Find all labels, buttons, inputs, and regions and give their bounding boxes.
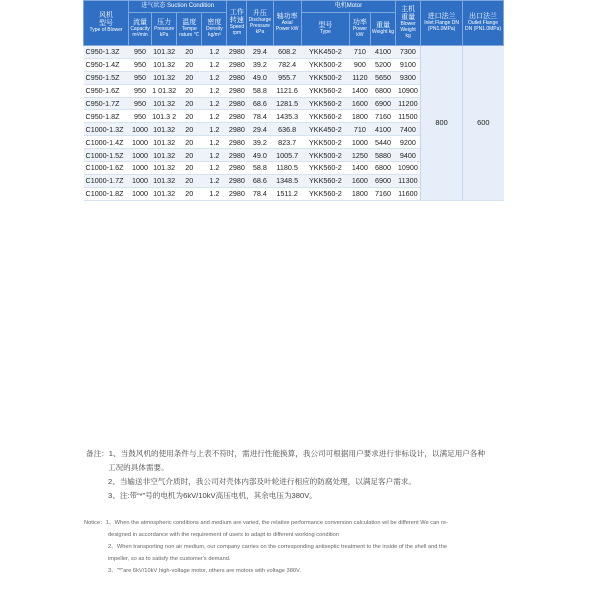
cell-motor-type: YKK560-2	[301, 162, 349, 175]
cell-motor-power: 1400	[349, 162, 370, 175]
header-pressure: 压力 Pressure kPa	[152, 13, 177, 46]
cell-motor-power: 710	[349, 123, 370, 136]
notes-chinese	[86, 447, 516, 503]
cell-shaft: 823.7	[273, 136, 301, 149]
cell-main-weight: 7300	[396, 46, 421, 59]
cell-model: C1000-1.5Z	[84, 149, 129, 162]
cell-main-weight: 9300	[396, 71, 421, 84]
cell-motor-weight: 5440	[370, 136, 395, 149]
cell-temp: 20	[177, 136, 202, 149]
cell-temp: 20	[177, 187, 202, 200]
header-motor-type: 型号 Type	[301, 13, 349, 46]
header-motor-power: 功率 Power kW	[349, 13, 370, 46]
cell-shaft: 782.4	[273, 58, 301, 71]
cell-motor-type: YKK450-2	[301, 123, 349, 136]
cell-temp: 20	[177, 46, 202, 59]
cell-inlet-flange: 800	[421, 46, 463, 201]
header-motor: 电机Motor	[301, 1, 395, 13]
cell-motor-weight: 6800	[370, 162, 395, 175]
cell-rise: 49.0	[247, 149, 273, 162]
cell-flow: 1000	[129, 136, 152, 149]
cell-motor-weight: 5650	[370, 71, 395, 84]
header-suction: 进气状态 Suction Condition	[129, 1, 227, 13]
cell-pressure: 1 01.32	[152, 86, 177, 96]
header-flow: 流量 Capacity m³/min	[129, 13, 152, 46]
cell-main-weight: 11500	[396, 110, 421, 123]
note-cn-3: 3、注:带“*”号的电机为6kV/10kV高压电机，其余电压为380V。	[108, 491, 317, 500]
cell-density: 1.2	[202, 149, 227, 162]
cell-motor-type: YKK500-2	[301, 58, 349, 71]
cell-main-weight: 11200	[396, 97, 421, 110]
cell-motor-type: YKK560-2	[301, 84, 349, 97]
cell-motor-power: 900	[349, 58, 370, 71]
cell-main-weight: 11600	[396, 187, 421, 200]
note-cn-1: 备注：1、当鼓风机的使用条件与上表不符时，需进行性能换算，我公司可根据用户要求进行非标设计，以满足用户各种	[86, 449, 486, 458]
table-row	[84, 46, 504, 59]
cell-temp: 20	[177, 71, 202, 84]
cell-motor-power: 1800	[349, 110, 370, 123]
cell-main-weight: 11300	[396, 174, 421, 187]
cell-speed: 2980	[228, 60, 245, 70]
cell-model: C950-1.4Z	[84, 58, 129, 71]
cell-model: C950-1.7Z	[84, 97, 129, 110]
cell-pressure: 101.32	[153, 189, 176, 199]
cell-model: C1000-1.8Z	[84, 187, 129, 200]
cell-pressure: 101.32	[153, 47, 176, 57]
cell-rise: 78.4	[247, 187, 273, 200]
cell-speed: 2980	[228, 189, 245, 199]
cell-rise: 68.6	[247, 97, 273, 110]
cell-motor-type: YKK500-2	[301, 136, 349, 149]
header-rise: 升压 Discharge Pressure kPa	[247, 1, 273, 46]
cell-motor-type: YKK560-2	[301, 110, 349, 123]
notes-english	[84, 517, 518, 577]
cell-motor-power: 1000	[349, 136, 370, 149]
cell-temp: 20	[177, 58, 202, 71]
cell-rise: 39.2	[247, 58, 273, 71]
cell-flow: 950	[129, 84, 152, 97]
cell-motor-power: 1250	[349, 149, 370, 162]
cell-temp: 20	[177, 174, 202, 187]
cell-flow: 950	[129, 71, 152, 84]
header-main-weight: 主机 重量 Blower Weight kg	[396, 1, 421, 46]
note-en-1: Notice：1、When the atmospheric conditions and medium are varied, the relative performance conversion calculation wil be different We can re-	[84, 520, 448, 526]
cell-main-weight: 10900	[396, 162, 421, 175]
cell-rise: 58.8	[247, 84, 273, 97]
cell-pressure: 101.32	[153, 73, 176, 83]
cell-motor-weight: 4100	[370, 123, 395, 136]
cell-motor-power: 1800	[349, 187, 370, 200]
cell-speed: 2980	[228, 47, 245, 57]
cell-pressure: 101.32	[153, 163, 176, 173]
cell-density: 1.2	[202, 71, 227, 84]
note-en-1-cont: designed in accordance with the requirement of users to adapt to different working condition	[108, 532, 340, 538]
cell-shaft: 608.2	[273, 46, 301, 59]
cell-temp: 20	[177, 97, 202, 110]
header-shaft: 轴功率 Axial Power kW	[273, 1, 301, 46]
cell-model: C1000-1.4Z	[84, 136, 129, 149]
note-cn-1-cont: 工况的具体需要。	[108, 463, 169, 472]
cell-temp: 20	[177, 123, 202, 136]
cell-motor-weight: 6900	[370, 97, 395, 110]
cell-density: 1.2	[202, 174, 227, 187]
header-outlet: 出口法兰 Outlet Flange DN (PN1.0MPa)	[463, 1, 504, 46]
cell-shaft: 636.8	[273, 123, 301, 136]
cell-rise: 58.8	[247, 162, 273, 175]
cell-density: 1.2	[202, 97, 227, 110]
header-speed: 工作 转速 Speed rpm	[227, 1, 247, 46]
header-density: 密度 Density kg/m³	[202, 13, 227, 46]
cell-temp: 20	[177, 110, 202, 123]
cell-density: 1.2	[202, 123, 227, 136]
cell-outlet-flange: 600	[463, 46, 504, 201]
note-en-2: 2、When transporting non air medium, our company carries on the corresponding antiseptic treatment to the inside of the shell and the	[108, 544, 447, 550]
cell-density: 1.2	[202, 58, 227, 71]
cell-motor-type: YKK450-2	[301, 46, 349, 59]
cell-motor-weight: 6900	[370, 174, 395, 187]
cell-motor-weight: 4100	[370, 46, 395, 59]
cell-rise: 39.2	[247, 136, 273, 149]
cell-rise: 29.4	[247, 46, 273, 59]
cell-flow: 950	[129, 58, 152, 71]
cell-motor-type: YKK560-2	[301, 174, 349, 187]
cell-main-weight: 9400	[396, 149, 421, 162]
cell-motor-power: 1600	[349, 174, 370, 187]
cell-shaft: 1435.3	[273, 110, 301, 123]
cell-pressure: 101.32	[153, 124, 176, 134]
cell-motor-power: 1120	[349, 71, 370, 84]
cell-motor-type: YKK500-2	[301, 149, 349, 162]
cell-model: C950-1.8Z	[84, 110, 129, 123]
cell-density: 1.2	[202, 187, 227, 200]
spec-table	[83, 0, 504, 201]
cell-speed: 2980	[228, 150, 245, 160]
header-model: 风机 型号 Type of Blower	[84, 1, 129, 46]
header-temp: 温度 Tempe rature ℃	[177, 13, 202, 46]
cell-pressure: 101.32	[153, 176, 176, 186]
cell-shaft: 1005.7	[273, 149, 301, 162]
cell-motor-type: YKK560-2	[301, 97, 349, 110]
cell-rise: 78.4	[247, 110, 273, 123]
cell-pressure: 101.32	[153, 137, 176, 147]
cell-flow: 950	[129, 97, 152, 110]
cell-speed: 2980	[228, 111, 245, 121]
cell-model: C1000-1.3Z	[84, 123, 129, 136]
cell-flow: 1000	[129, 187, 152, 200]
cell-speed: 2980	[228, 176, 245, 186]
cell-shaft: 955.7	[273, 71, 301, 84]
cell-pressure: 101.32	[153, 150, 176, 160]
cell-motor-weight: 5880	[370, 149, 395, 162]
cell-shaft: 1511.2	[273, 187, 301, 200]
cell-main-weight: 10900	[396, 84, 421, 97]
cell-flow: 950	[129, 110, 152, 123]
cell-speed: 2980	[228, 124, 245, 134]
cell-rise: 29.4	[247, 123, 273, 136]
cell-main-weight: 9100	[396, 58, 421, 71]
cell-shaft: 1121.6	[273, 84, 301, 97]
cell-motor-power: 1600	[349, 97, 370, 110]
cell-density: 1.2	[202, 136, 227, 149]
cell-speed: 2980	[228, 86, 245, 96]
cell-model: C1000-1.6Z	[84, 162, 129, 175]
cell-pressure: 101.32	[153, 60, 176, 70]
note-cn-2: 2、当输送非空气介质时，我公司对壳体内部及叶轮进行相应的防腐处理，以满足客户需求。	[108, 477, 416, 486]
cell-speed: 2980	[228, 73, 245, 83]
cell-motor-type: YKK500-2	[301, 71, 349, 84]
cell-flow: 1000	[129, 149, 152, 162]
cell-pressure: 101.32	[153, 99, 176, 108]
cell-flow: 1000	[129, 123, 152, 136]
cell-motor-weight: 7160	[370, 110, 395, 123]
cell-pressure: 101.3 2	[152, 111, 177, 121]
cell-density: 1.2	[202, 162, 227, 175]
cell-temp: 20	[177, 162, 202, 175]
cell-flow: 1000	[129, 174, 152, 187]
header-inlet: 进口法兰 Inlet Flange DN (PN1.0MPa)	[421, 1, 463, 46]
note-en-2-cont: impeller, so as to satisfy the customer's demand.	[108, 556, 231, 562]
cell-main-weight: 7400	[396, 123, 421, 136]
cell-shaft: 1281.5	[273, 97, 301, 110]
cell-model: C950-1.3Z	[84, 46, 129, 59]
cell-shaft: 1180.5	[273, 162, 301, 175]
note-en-3: 3、"*"are 6kV/10kV high-voltage motor, others are motors with voltage 380V.	[108, 568, 301, 574]
cell-model: C1000-1.7Z	[84, 174, 129, 187]
cell-motor-power: 710	[349, 46, 370, 59]
cell-rise: 49.0	[247, 71, 273, 84]
cell-speed: 2980	[228, 163, 245, 173]
cell-speed: 2980	[228, 137, 245, 147]
header-motor-weight: 重量 Weight kg	[370, 13, 395, 46]
cell-speed: 2980	[228, 99, 245, 108]
cell-density: 1.2	[202, 110, 227, 123]
cell-temp: 20	[177, 149, 202, 162]
cell-motor-weight: 5200	[370, 58, 395, 71]
cell-density: 1.2	[202, 84, 227, 97]
spec-table-wrapper	[83, 0, 504, 201]
cell-main-weight: 9200	[396, 136, 421, 149]
cell-motor-type: YKK560-2	[301, 187, 349, 200]
cell-motor-weight: 6800	[370, 84, 395, 97]
cell-shaft: 1348.5	[273, 174, 301, 187]
cell-model: C950-1.5Z	[84, 71, 129, 84]
cell-flow: 1000	[129, 162, 152, 175]
table-body	[84, 46, 504, 201]
cell-temp: 20	[177, 84, 202, 97]
cell-density: 1.2	[202, 46, 227, 59]
cell-motor-power: 1400	[349, 84, 370, 97]
cell-model: C950-1.6Z	[84, 84, 129, 97]
cell-flow: 950	[129, 46, 152, 59]
cell-rise: 68.6	[247, 174, 273, 187]
cell-motor-weight: 7160	[370, 187, 395, 200]
